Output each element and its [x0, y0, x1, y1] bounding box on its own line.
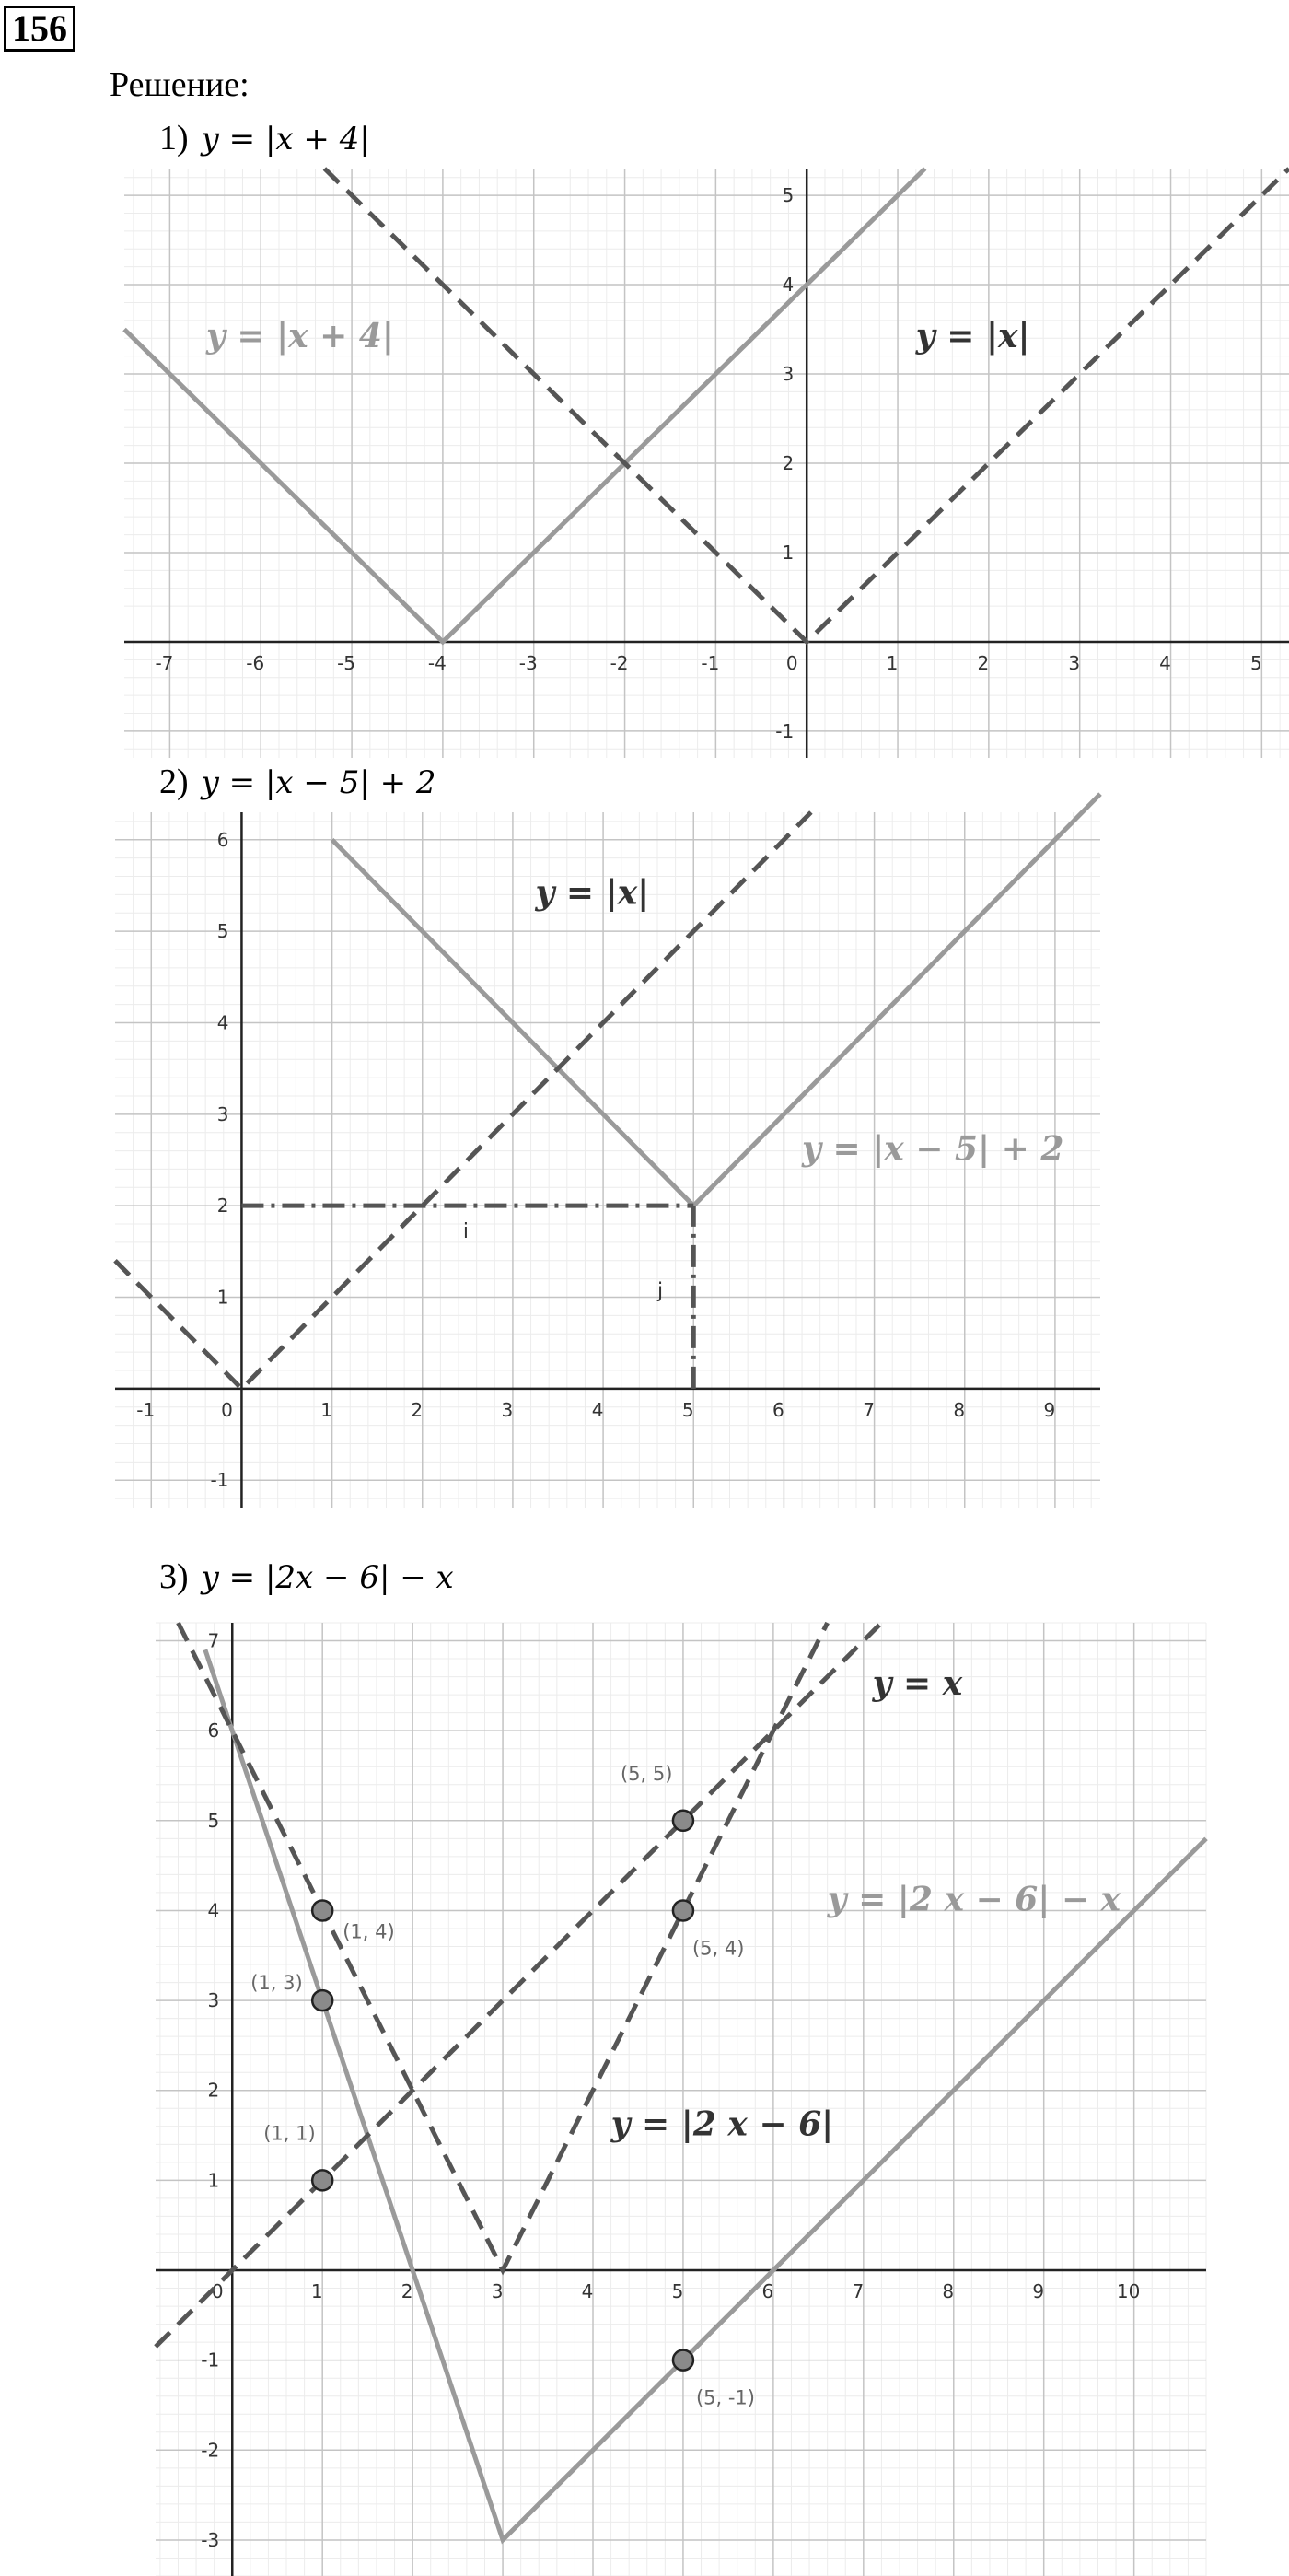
part-2-formula: y = |x − 5| + 2: [201, 764, 436, 801]
data-point: [312, 2170, 332, 2190]
data-point: [673, 1900, 693, 1920]
point-label: (5, 4): [691, 1937, 745, 1960]
part-2-number: 2): [159, 763, 189, 801]
x-tick-label: -6: [246, 651, 265, 674]
solution-label: Решение:: [110, 65, 250, 104]
part-2-label: [159, 762, 436, 802]
x-tick-label: 4: [1159, 651, 1171, 674]
y-tick-label: 2: [207, 2079, 220, 2102]
y-tick-label: -2: [201, 2439, 220, 2462]
x-tick-label: 2: [401, 2280, 413, 2303]
y-tick-label: -1: [201, 2349, 220, 2372]
y-tick-label: 6: [207, 1719, 220, 1743]
y-tick-label: -1: [775, 719, 795, 742]
chart-1: [124, 169, 1289, 758]
point-label: (1, 1): [263, 2122, 316, 2145]
data-point: [673, 1811, 693, 1831]
data-point: [312, 1990, 332, 2011]
y-tick-label: 1: [216, 1286, 229, 1309]
x-tick-label: 0: [221, 1398, 233, 1421]
x-tick-label: 2: [411, 1398, 424, 1421]
segment-label: j: [656, 1279, 664, 1303]
y-tick-label: 4: [207, 1899, 220, 1922]
graph-annotation: y = |x|: [535, 873, 650, 913]
y-tick-label: 7: [207, 1629, 220, 1652]
x-tick-label: 2: [977, 651, 990, 674]
graph-annotation: y = |x|: [915, 316, 1030, 356]
y-tick-label: 1: [782, 541, 795, 564]
x-tick-label: 6: [761, 2280, 774, 2303]
graph-annotation: y = |x − 5| + 2: [802, 1129, 1064, 1169]
y-tick-label: -1: [210, 1469, 229, 1492]
part-3-number: 3): [159, 1557, 189, 1596]
point-label: (5, -1): [695, 2386, 755, 2409]
x-tick-label: 7: [863, 1398, 875, 1421]
x-tick-label: -1: [136, 1398, 156, 1421]
part-3-formula: y = |2x − 6| − x: [201, 1559, 454, 1596]
x-tick-label: 7: [852, 2280, 865, 2303]
y-tick-label: 3: [782, 363, 795, 386]
data-point: [312, 1900, 332, 1920]
x-tick-label: -2: [610, 651, 629, 674]
y-tick-label: 5: [216, 920, 229, 943]
y-tick-label: 6: [216, 828, 229, 851]
x-tick-label: 5: [1249, 651, 1262, 674]
x-tick-label: 4: [581, 2280, 594, 2303]
point-label: (5, 5): [620, 1762, 673, 1785]
x-tick-label: 9: [1043, 1398, 1056, 1421]
x-tick-label: 4: [591, 1398, 604, 1421]
segment-label: i: [462, 1219, 470, 1243]
graph-annotation: y = |2 x − 6| − x: [827, 1880, 1121, 1919]
y-tick-label: 3: [207, 1989, 220, 2012]
chart-2: [115, 812, 1100, 1508]
part-1-label: [159, 118, 370, 158]
x-tick-label: 5: [671, 2280, 684, 2303]
point-label: (1, 3): [250, 1972, 303, 1995]
x-tick-label: -3: [518, 651, 538, 674]
y-tick-label: 4: [216, 1011, 229, 1034]
y-tick-label: 2: [216, 1195, 229, 1218]
x-tick-label: 1: [886, 651, 899, 674]
x-tick-label: -7: [155, 651, 174, 674]
y-tick-label: 5: [782, 184, 795, 207]
y-tick-label: 5: [207, 1809, 220, 1832]
data-point: [673, 2350, 693, 2371]
x-tick-label: 3: [501, 1398, 514, 1421]
chart-3-grid: [156, 1623, 1206, 2576]
x-tick-label: 1: [310, 2280, 323, 2303]
y-tick-label: 2: [782, 452, 795, 474]
y-tick-label: 3: [216, 1102, 229, 1125]
x-tick-label: 10: [1116, 2280, 1141, 2303]
x-tick-label: 3: [1068, 651, 1081, 674]
x-tick-label: -5: [337, 651, 356, 674]
x-tick-label: -4: [427, 651, 447, 674]
part-1-formula: y = |x + 4|: [201, 121, 370, 157]
chart-3: [156, 1623, 1206, 2576]
graph-annotation: y = |2 x − 6|: [610, 2104, 834, 2144]
point-label: (1, 4): [343, 1920, 395, 1943]
x-tick-label: -1: [701, 651, 720, 674]
y-tick-label: 1: [207, 2169, 220, 2192]
part-3-label: [159, 1556, 454, 1597]
x-tick-label: 0: [785, 651, 798, 674]
x-tick-label: 8: [942, 2280, 955, 2303]
part-1-number: 1): [159, 119, 189, 157]
y-tick-label: 4: [782, 274, 795, 297]
graph-annotation: y = x: [872, 1664, 963, 1704]
x-tick-label: 8: [953, 1398, 966, 1421]
x-tick-label: 3: [491, 2280, 504, 2303]
problem-number: 156: [4, 6, 75, 52]
x-tick-label: 5: [681, 1398, 694, 1421]
graph-annotation: y = |x + 4|: [205, 316, 395, 356]
y-tick-label: -3: [201, 2528, 220, 2551]
x-tick-label: 1: [320, 1398, 332, 1421]
x-tick-label: 6: [772, 1398, 784, 1421]
x-tick-label: 0: [211, 2280, 224, 2303]
x-tick-label: 9: [1032, 2280, 1045, 2303]
